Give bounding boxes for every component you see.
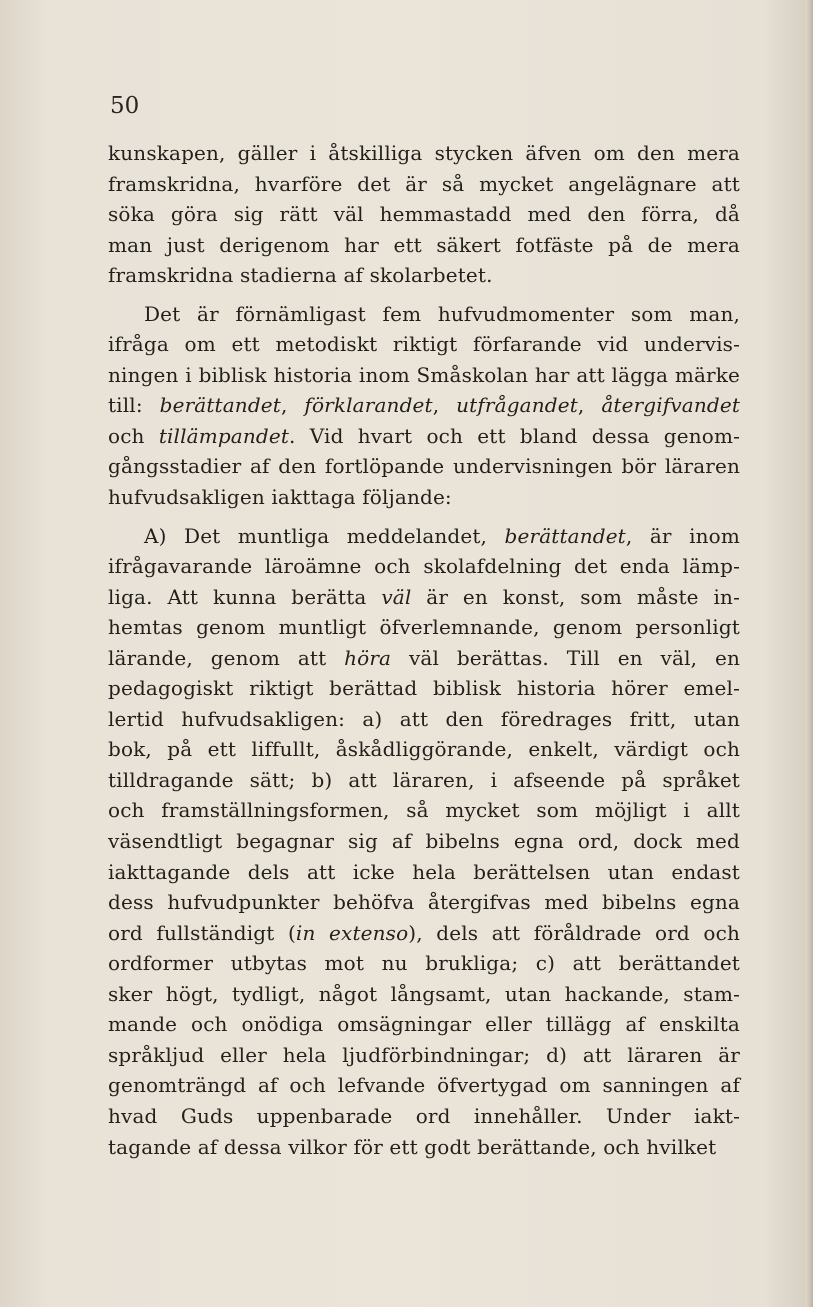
text-line: väsendtligt begagnar sig af bibelns egna ord, dock med: [108, 829, 740, 854]
text-line: hvad Guds uppenbarade ord innehåller. Under iakt-: [108, 1103, 740, 1128]
italic-term: in extenso: [295, 920, 409, 945]
text-line: tilldragande sätt; b) att läraren, i afseende på språket: [108, 767, 740, 792]
text-line: A) Det muntliga meddelandet, berättandet, är inom: [144, 523, 740, 548]
text-line: språkljud eller hela ljudförbindningar; d) att läraren är: [108, 1042, 740, 1067]
text-line: tagande af dessa vilkor för ett godt berättande, och hvilket: [108, 1134, 717, 1159]
text-line: och tillämpandet. Vid hvart och ett bland dessa genom-: [108, 423, 740, 448]
text-line: ifrågavarande läroämne och skolafdelning det enda lämp-: [108, 554, 740, 579]
italic-term: berättandet: [504, 523, 626, 548]
text-line: lertid hufvudsakligen: a) att den föredrages fritt, utan: [108, 706, 740, 731]
text-line: ningen i biblisk historia inom Småskolan har att lägga märke: [108, 362, 740, 387]
text-line: framskridna stadierna af skolarbetet.: [108, 263, 493, 288]
page-number: 50: [110, 93, 140, 119]
text-line: liga. Att kunna berätta väl är en konst, som måste in-: [108, 584, 740, 609]
text-line: till: berättandet, förklarandet, utfrågandet, återgifvandet: [108, 393, 741, 418]
text-line: ordformer utbytas mot nu brukliga; c) att berättandet: [108, 951, 740, 976]
italic-term: väl: [381, 584, 412, 609]
italic-term: utfrågandet: [456, 393, 578, 418]
italic-term: återgifvandet: [601, 393, 741, 418]
paragraph-gap: [108, 291, 740, 299]
text-line: genomträngd af och lefvande öfvertygad om sanningen af: [108, 1073, 740, 1098]
text-line: sker högt, tydligt, något långsamt, utan hackande, stam-: [108, 981, 740, 1006]
text-line: gångsstadier af den fortlöpande undervisningen bör läraren: [108, 454, 740, 479]
text-line: mande och onödiga omsägningar eller tillägg af enskilta: [108, 1012, 740, 1037]
paragraph-gap: [108, 513, 740, 521]
text-line: lärande, genom att höra väl berättas. Till en väl, en: [108, 645, 740, 670]
text-line: bok, på ett liffullt, åskådliggörande, enkelt, värdigt och: [108, 737, 740, 762]
page-edge: [805, 0, 813, 1307]
italic-term: tillämpandet: [158, 423, 290, 448]
text-line: iakttagande dels att icke hela berättelsen utan endast: [108, 859, 740, 884]
text-line: Det är förnämligast fem hufvudmomenter som man,: [144, 301, 740, 326]
text-line: ord fullständigt (in extenso), dels att föråldrade ord och: [108, 920, 740, 945]
text-line: söka göra sig rätt väl hemmastadd med den förra, då: [108, 202, 740, 227]
text-line: dess hufvudpunkter behöfva återgifvas med bibelns egna: [108, 890, 740, 915]
text-line: hemtas genom muntligt öfverlemnande, genom personligt: [108, 615, 740, 640]
italic-term: berättandet: [159, 393, 281, 418]
text-line: och framställningsformen, så mycket som möjligt i allt: [108, 798, 740, 823]
text-line: man just derigenom har ett säkert fotfäste på de mera: [108, 232, 740, 257]
italic-term: förklarandet: [304, 393, 433, 418]
text-line: pedagogiskt riktigt berättad biblisk historia hörer emel-: [108, 676, 740, 701]
text-line: hufvudsakligen iakttaga följande:: [108, 485, 452, 510]
body-text: [108, 138, 740, 1162]
text-line: framskridna, hvarföre det är så mycket angelägnare att: [108, 171, 740, 196]
italic-term: höra: [344, 645, 392, 670]
text-line: kunskapen, gäller i åtskilliga stycken äfven om den mera: [108, 141, 740, 165]
text-line: ifråga om ett metodiskt riktigt förfarande vid undervis-: [108, 332, 740, 357]
